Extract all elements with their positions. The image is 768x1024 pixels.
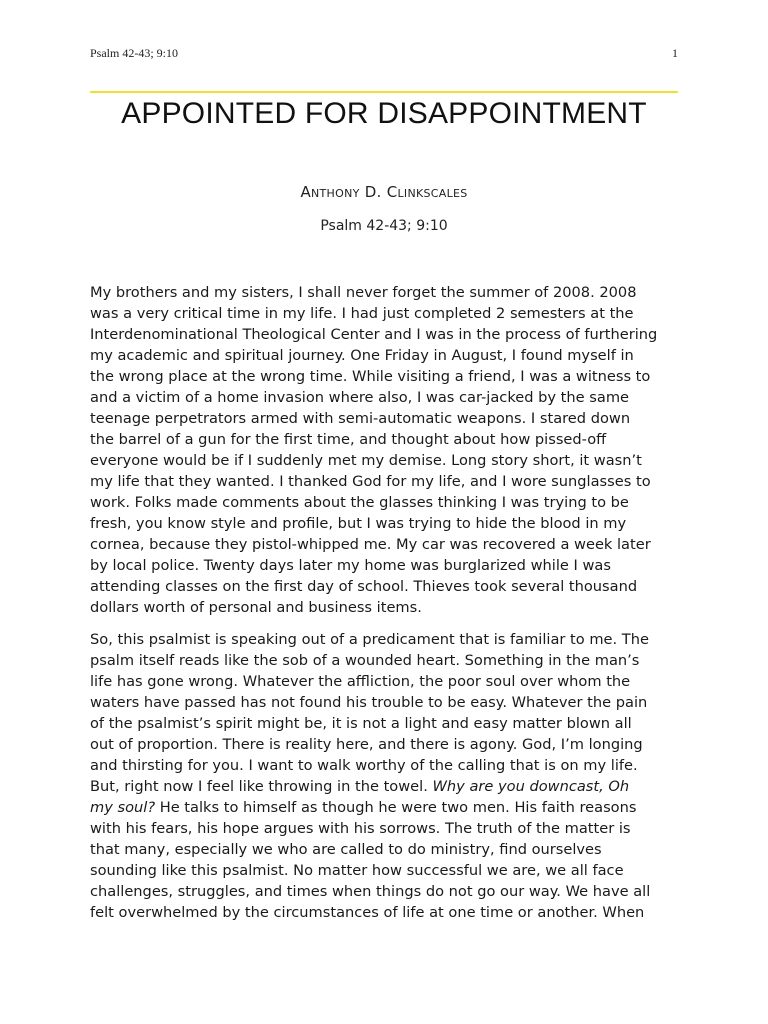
text-line: work. Folks made comments about the glasses thinking I was trying to be [90, 494, 629, 511]
text-line: and thirsting for you. I want to walk worthy of the calling that is on my life. [90, 757, 638, 774]
text-run: But, right now I feel like throwing in the towel. [90, 778, 433, 795]
text-line: my academic and spiritual journey. One Friday in August, I found myself in [90, 347, 634, 364]
text-line: life has gone wrong. Whatever the affliction, the poor soul over whom the [90, 673, 631, 690]
text-line: challenges, struggles, and times when things do not go our way. We have all [90, 883, 651, 900]
paragraph-2 [90, 629, 690, 923]
text-line: So, this psalmist is speaking out of a predicament that is familiar to me. The [90, 631, 649, 648]
text-line: was a very critical time in my life. I had just completed 2 semesters at the [90, 305, 634, 322]
text-line: attending classes on the first day of school. Thieves took several thousand [90, 578, 638, 595]
text-line: everyone would be if I suddenly met my demise. Long story short, it wasn’t [90, 452, 642, 469]
text-line: cornea, because they pistol-whipped me. My car was recovered a week later [90, 536, 651, 553]
text-line: waters have passed has not found his trouble to be easy. Whatever the pain [90, 694, 648, 711]
text-line: Interdenominational Theological Center and I was in the process of furthering [90, 326, 658, 343]
text-line: the wrong place at the wrong time. While visiting a friend, I was a witness to [90, 368, 651, 385]
text-line: psalm itself reads like the sob of a wounded heart. Something in the man’s [90, 652, 640, 669]
text-line: by local police. Twenty days later my home was burglarized while I was [90, 557, 611, 574]
italic-question: my soul? [90, 799, 156, 816]
title-rule-divider [90, 91, 678, 93]
text-line: felt overwhelmed by the circumstances of life at one time or another. When [90, 904, 645, 921]
text-line: fresh, you know style and profile, but I was trying to hide the blood in my [90, 515, 627, 532]
text-run: He talks to himself as though he were two men. His faith reasons [155, 799, 637, 816]
text-line: sounding like this psalmist. No matter how successful we are, we all face [90, 862, 624, 879]
text-line: teenage perpetrators armed with semi-automatic weapons. I stared down [90, 410, 631, 427]
text-line: and a victim of a home invasion where also, I was car-jacked by the same [90, 389, 630, 406]
text-line [90, 776, 690, 797]
text-line: out of proportion. There is reality here, and there is agony. God, I’m longing [90, 736, 643, 753]
document-title: APPOINTED FOR DISAPPOINTMENT [121, 97, 647, 130]
text-line: dollars worth of personal and business items. [90, 599, 422, 616]
body-text [90, 282, 690, 934]
paragraph-1 [90, 282, 690, 618]
running-title: Psalm 42-43; 9:10 [90, 46, 179, 60]
text-line: of the psalmist’s spirit might be, it is not a light and easy matter blown all [90, 715, 632, 732]
text-line: my life that they wanted. I thanked God for my life, and I wore sunglasses to [90, 473, 651, 490]
italic-question: Why are you downcast, Oh [432, 778, 630, 795]
scripture-reference: Psalm 42-43; 9:10 [320, 218, 448, 234]
text-line [90, 797, 690, 818]
text-line: with his fears, his hope argues with his sorrows. The truth of the matter is [90, 820, 631, 837]
text-line: the barrel of a gun for the first time, and thought about how pissed-off [90, 431, 607, 448]
author-name: Anthony D. Clinkscales [300, 183, 468, 201]
text-line: My brothers and my sisters, I shall never forget the summer of 2008. 2008 [90, 284, 637, 301]
text-line: that many, especially we who are called to do ministry, find ourselves [90, 841, 602, 858]
page-number: 1 [672, 46, 678, 60]
